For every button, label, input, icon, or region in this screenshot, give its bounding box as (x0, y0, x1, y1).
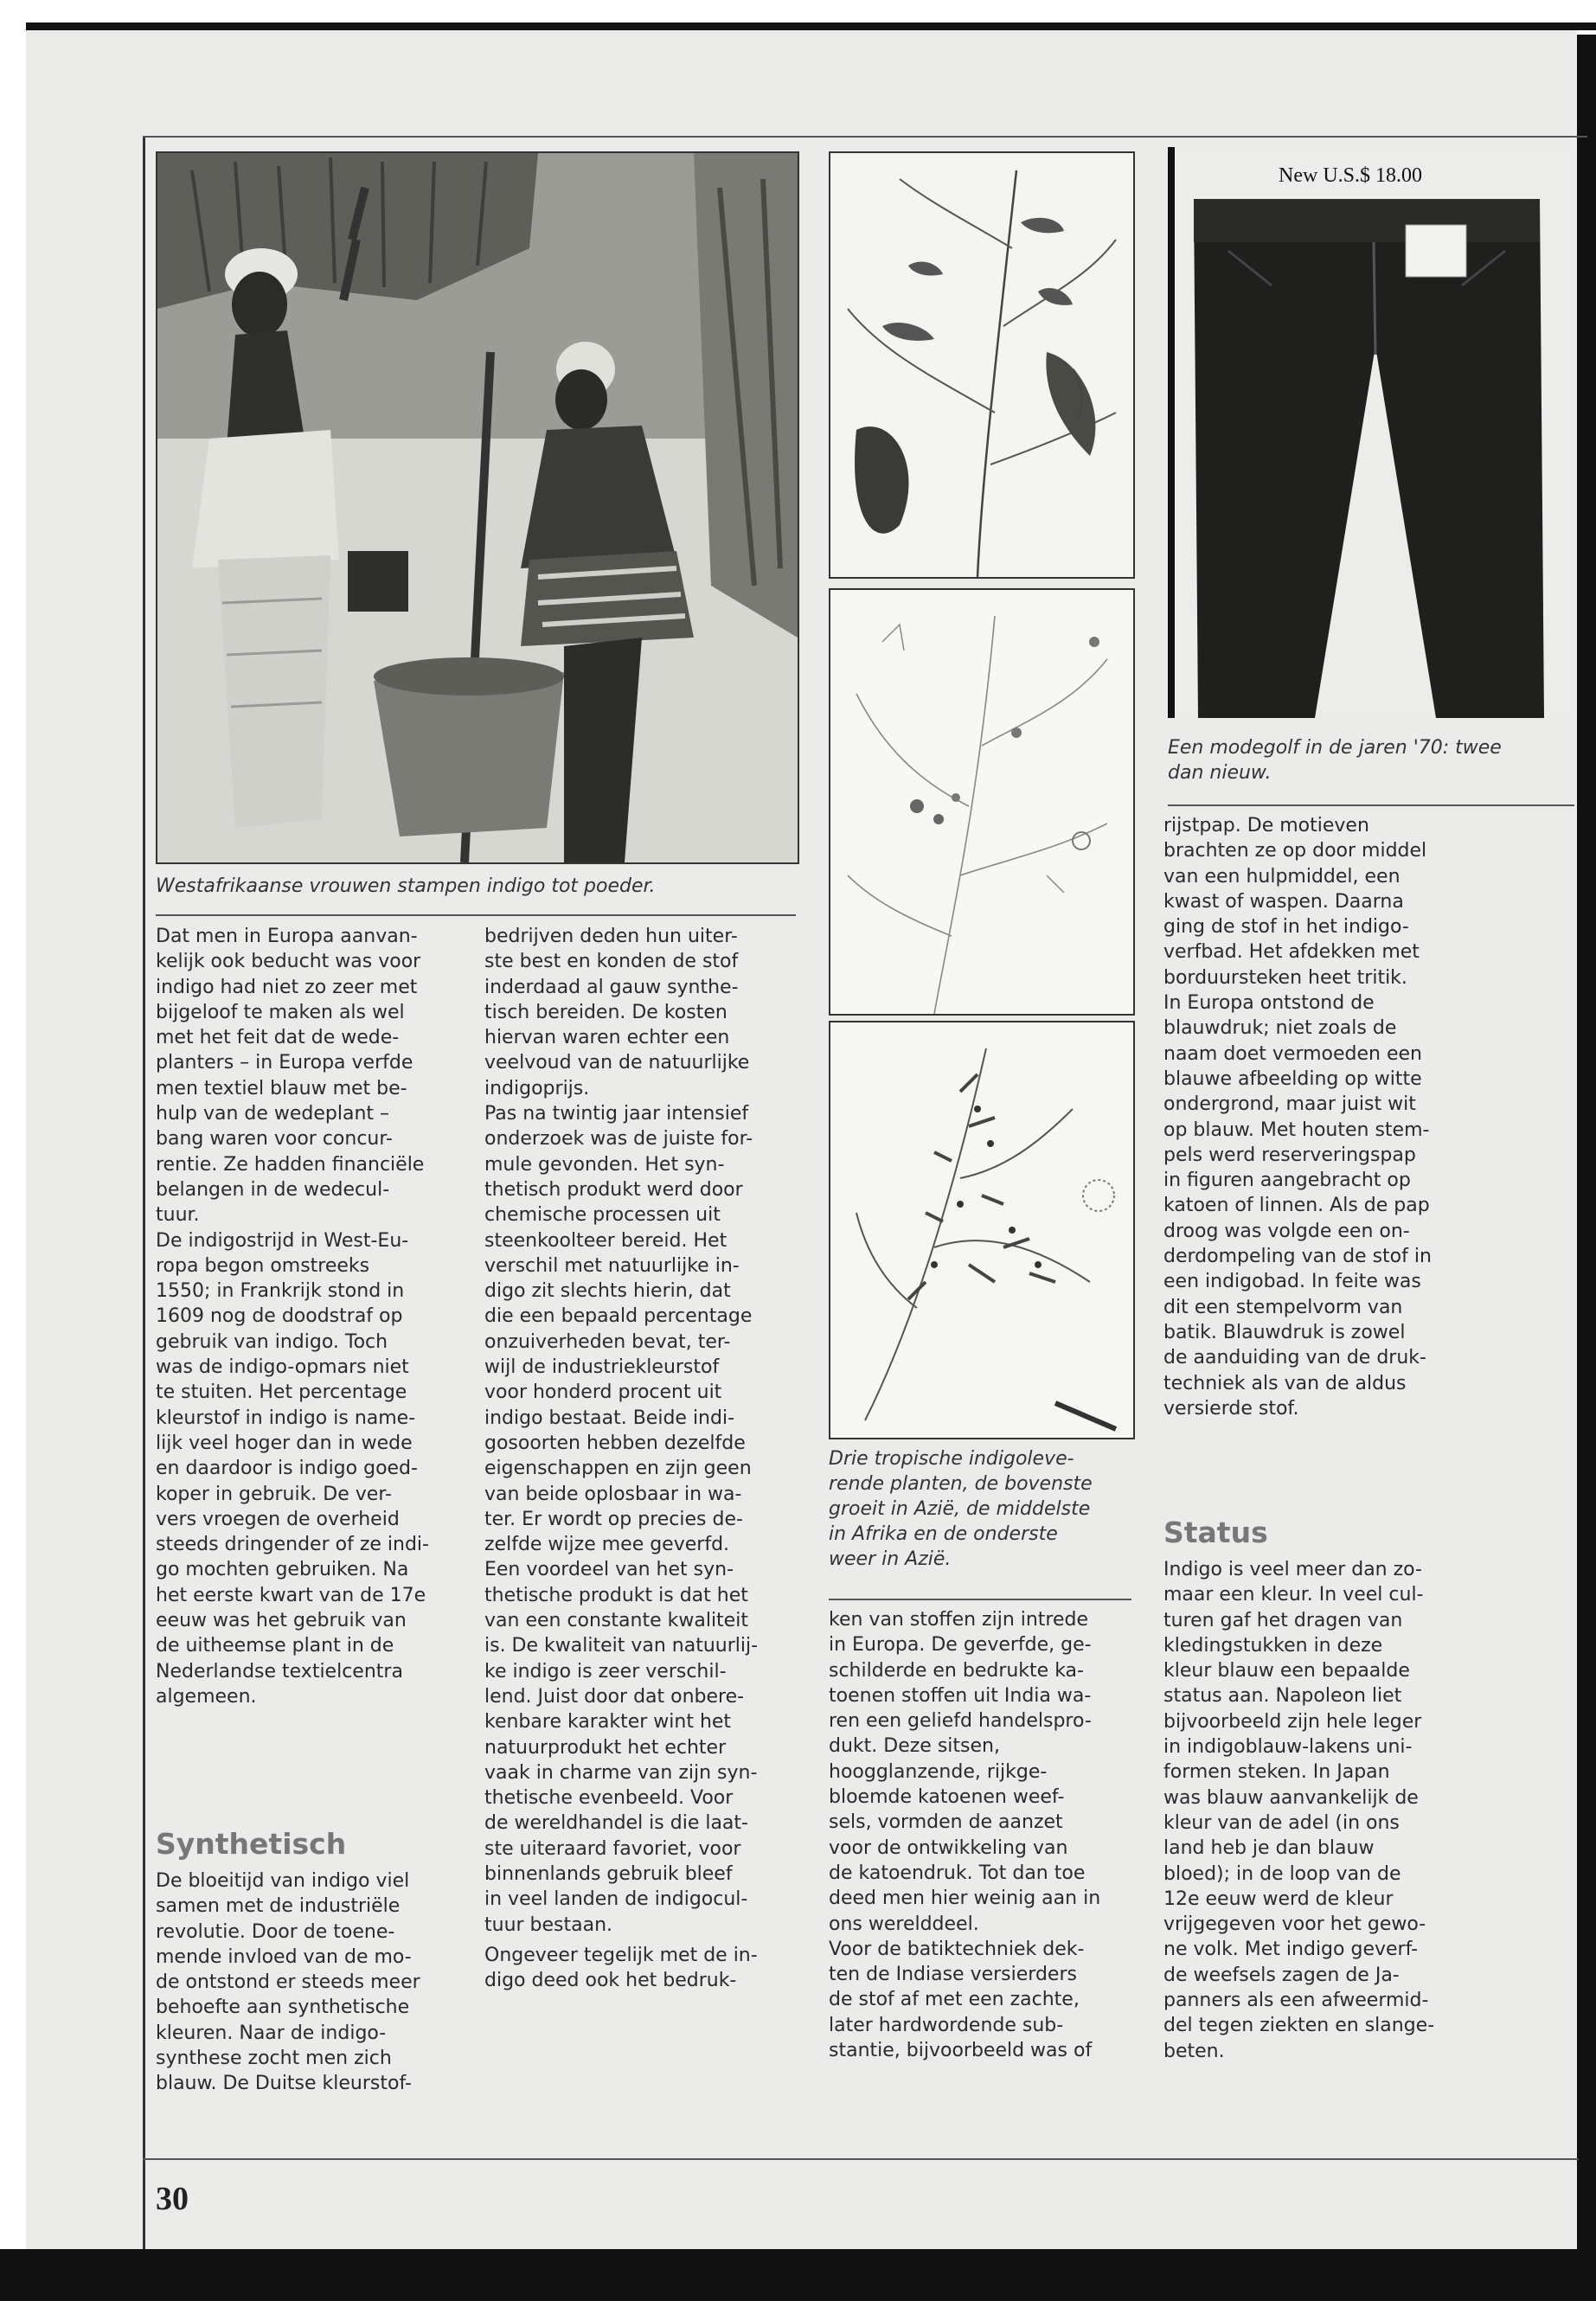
text-line: blauwdruk; niet zoals de (1163, 1017, 1397, 1040)
article-column-3 (829, 1607, 1140, 2063)
text-line: inderdaad al gauw synthe- (484, 976, 739, 998)
text-line: derdompeling van de stof in (1163, 1246, 1432, 1268)
caption-line: dan nieuw. (1168, 762, 1272, 784)
text-line: kleuren. Naar de indigo- (156, 2022, 387, 2044)
text-line: Indigo is veel meer dan zo- (1163, 1559, 1422, 1580)
text-line: versierde stof. (1163, 1397, 1299, 1420)
text-line: batik. Blauwdruk is zowel (1163, 1321, 1406, 1343)
text-line: 12e eeuw werd de kleur (1163, 1888, 1394, 1910)
text-line: te stuiten. Het percentage (156, 1381, 407, 1404)
article-column-2 (484, 924, 800, 1993)
text-line: In Europa ontstond de (1163, 992, 1375, 1015)
text-line: de katoendruk. Tot dan toe (829, 1862, 1086, 1884)
text-line: de stof af met een zachte, (829, 1989, 1080, 2011)
text-line: go mochten gebruiken. Na (156, 1559, 409, 1581)
text-line: bedrijven deden hun uiter- (484, 926, 738, 947)
text-line: kleurstof in indigo is name- (156, 1407, 416, 1429)
text-line: formen steken. In Japan (1163, 1761, 1390, 1784)
text-line: thetische evenbeeld. Voor (484, 1787, 734, 1810)
caption-line: weer in Azië. (829, 1548, 952, 1570)
text-line: hoogglanzende, rijkge- (829, 1760, 1048, 1783)
text-line: ste uiteraard favoriet, voor (484, 1837, 741, 1860)
text-line: veelvoud van de natuurlijke (484, 1052, 750, 1074)
text-line: bijvoorbeeld zijn hele leger (1163, 1710, 1422, 1733)
text-line: ging de stof in het indigo- (1163, 916, 1409, 939)
text-line: hiervan waren echter een (484, 1027, 730, 1049)
text-line: later hardwordende sub- (829, 2014, 1064, 2036)
text-line: verschil met natuurlijke in- (484, 1254, 740, 1277)
text-line: van beide oplosbaar in wa- (484, 1483, 742, 1505)
caption-underline-middle (829, 1599, 1131, 1600)
text-line: vers vroegen de overheid (156, 1508, 400, 1530)
text-line: in figuren aangebracht op (1163, 1170, 1411, 1192)
text-line: ter. Er wordt op precies de- (484, 1508, 743, 1530)
text-line: blauw. De Duitse kleurstof- (156, 2073, 412, 2095)
text-line: het eerste kwart van de 17e (156, 1584, 426, 1606)
caption-line: Drie tropische indigoleve- (829, 1448, 1074, 1470)
text-line: in Europa. De geverfde, ge- (829, 1634, 1092, 1657)
page-frame-left-rule (143, 136, 145, 2249)
text-line: rentie. Ze hadden financiële (156, 1153, 425, 1176)
text-line: koper in gebruik. De ver- (156, 1483, 392, 1505)
text-line: wijl de industriekleurstof (484, 1356, 720, 1379)
text-line: brachten ze op door middel (1163, 840, 1427, 862)
scan-right-edge (1577, 35, 1596, 2301)
photo-jeans-left-edge (1168, 147, 1175, 718)
text-line: lend. Juist door dat onbere- (484, 1685, 745, 1708)
scan-top-margin (0, 0, 1596, 24)
photo-jeans-caption (1168, 735, 1574, 785)
caption-line: in Afrika en de onderste (829, 1523, 1058, 1545)
text-line: toenen stoffen uit India wa- (829, 1684, 1092, 1707)
page-frame-bottom-rule (143, 2158, 1579, 2160)
text-line: gebruik van indigo. Toch (156, 1330, 388, 1353)
text-line: kledingstukken in deze (1163, 1634, 1383, 1657)
text-line: turen gaf het dragen van (1163, 1609, 1403, 1631)
text-line: tisch bereiden. De kosten (484, 1001, 727, 1023)
photo-women-pounding-indigo (156, 151, 799, 864)
text-line: panners als een afweermid- (1163, 1990, 1429, 2012)
text-line: bang waren voor concur- (156, 1128, 393, 1150)
caption-underline-left (156, 914, 796, 916)
text-line: voor de ontwikkeling van (829, 1836, 1068, 1859)
text-line: belangen in de wedecul- (156, 1178, 390, 1201)
text-line: Een voordeel van het syn- (484, 1559, 734, 1581)
text-line: verfbad. Het afdekken met (1163, 941, 1420, 964)
text-line: vaak in charme van zijn syn- (484, 1761, 758, 1784)
text-line: del tegen ziekten en slange- (1163, 2015, 1435, 2037)
text-line: bloed); in de loop van de (1163, 1862, 1401, 1885)
text-line: beten. (1163, 2040, 1225, 2062)
text-line: gosoorten hebben dezelfde (484, 1432, 746, 1454)
caption-line: rende planten, de bovenste (829, 1473, 1093, 1495)
text-line: dukt. Deze sitsen, (829, 1735, 1000, 1758)
text-line: 1609 nog de doodstraf op (156, 1305, 403, 1328)
text-line: revolutie. Door de toene- (156, 1920, 395, 1943)
text-line: is. De kwaliteit van natuurlij- (484, 1635, 759, 1657)
text-line: algemeen. (156, 1685, 257, 1708)
text-line: indigo bestaat. Beide indi- (484, 1407, 735, 1429)
text-line: voor honderd procent uit (484, 1381, 722, 1404)
text-line: mule gevonden. Het syn- (484, 1153, 725, 1176)
text-line: naam doet vermoeden een (1163, 1042, 1422, 1065)
text-line: borduursteken heet tritik. (1163, 966, 1407, 989)
text-line: indigoprijs. (484, 1077, 590, 1099)
text-line: tuur bestaan. (484, 1913, 613, 1936)
text-line: kleur blauw een bepaalde (1163, 1660, 1410, 1682)
text-line: onderzoek was de juiste for- (484, 1128, 753, 1150)
text-line: behoefte aan synthetische (156, 1997, 410, 2019)
text-line: de ontstond er steeds meer (156, 1971, 420, 1994)
text-line: De indigostrijd in West-Eu- (156, 1229, 409, 1252)
photo-women-caption: Westafrikaanse vrouwen stampen indigo tot poeder. (156, 875, 656, 897)
text-line: hulp van de wedeplant – (156, 1103, 390, 1125)
text-line: land heb je dan blauw (1163, 1837, 1375, 1860)
text-line: en daardoor is indigo goed- (156, 1458, 418, 1480)
article-column-1 (156, 924, 463, 1709)
text-line: 1550; in Frankrijk stond in (156, 1280, 405, 1303)
caption-line: Een modegolf in de jaren '70: twee (1168, 737, 1502, 759)
text-line: schilderde en bedrukte ka- (829, 1659, 1084, 1682)
article-column-1-continued (156, 1868, 463, 2097)
text-line: thetisch produkt werd door (484, 1178, 743, 1201)
text-line: katoen of linnen. Als de pap (1163, 1195, 1430, 1217)
text-line: een indigobad. In feite was (1163, 1271, 1421, 1293)
text-line: op blauw. Met houten stem- (1163, 1118, 1430, 1141)
plant-illustration-africa-middle (829, 588, 1135, 1016)
text-line: ne volk. Met indigo geverf- (1163, 1939, 1419, 1961)
text-line: sels, vormden de aanzet (829, 1811, 1063, 1834)
plant-illustration-asia-bottom (829, 1021, 1135, 1439)
text-line: steenkoolteer bereid. Het (484, 1229, 727, 1252)
text-line: kwast of waspen. Daarna (1163, 890, 1404, 913)
text-line: samen met de industriële (156, 1895, 401, 1918)
section-heading-status: Status (1163, 1516, 1268, 1549)
text-line: indigo had niet zo zeer met (156, 976, 418, 998)
text-line: lijk veel hoger dan in wede (156, 1432, 413, 1454)
text-line: Pas na twintig jaar intensief (484, 1103, 749, 1125)
caption-underline-right (1168, 804, 1574, 806)
text-line: natuurprodukt het echter (484, 1736, 727, 1759)
text-line: van een constante kwaliteit (484, 1610, 748, 1632)
text-line: eigenschappen en zijn geen (484, 1458, 752, 1480)
text-line: steeds dringender of ze indi- (156, 1534, 429, 1556)
text-line: mende invloed van de mo- (156, 1945, 412, 1968)
text-line: stantie, bijvoorbeeld was of (829, 2040, 1093, 2062)
text-line: techniek als van de aldus (1163, 1372, 1407, 1394)
text-line: ondergrond, maar juist wit (1163, 1093, 1416, 1116)
page-number: 30 (156, 2181, 189, 2217)
text-line: de weefsels zagen de Ja- (1163, 1964, 1400, 1986)
text-line: ten de Indiase versierders (829, 1964, 1077, 1986)
text-line: Voor de batiktechniek dek- (829, 1938, 1085, 1960)
text-line: planters – in Europa verfde (156, 1052, 413, 1074)
text-line: in veel landen de indigocul- (484, 1888, 748, 1911)
article-column-4-continued (1163, 1557, 1484, 2064)
text-line: ons werelddeel. (829, 1913, 979, 1935)
text-line: de uitheemse plant in de (156, 1635, 394, 1657)
scan-top-edge (26, 22, 1596, 30)
caption-line: groeit in Azië, de middelste (829, 1498, 1091, 1520)
text-line: status aan. Napoleon liet (1163, 1685, 1402, 1708)
text-line: bijgeloof te maken als wel (156, 1001, 405, 1023)
text-line: bloemde katoenen weef- (829, 1786, 1065, 1809)
scan-bottom-edge (0, 2249, 1596, 2301)
section-heading-synthetisch: Synthetisch (156, 1827, 347, 1861)
text-line: de wereldhandel is die laat- (484, 1812, 748, 1835)
text-line: kelijk ook beducht was voor (156, 951, 421, 973)
text-line: maar een kleur. In veel cul- (1163, 1584, 1424, 1606)
text-line: die een bepaald percentage (484, 1305, 753, 1328)
text-line: deed men hier weinig aan in (829, 1888, 1101, 1910)
photo-jeans (1176, 147, 1570, 718)
text-line: chemische processen uit (484, 1204, 721, 1227)
text-line: pels werd reserveringspap (1163, 1144, 1416, 1166)
text-line: De bloeitijd van indigo viel (156, 1870, 410, 1892)
price-tag: New U.S.$ 18.00 (1279, 164, 1422, 187)
text-line: dit een stempelvorm van (1163, 1296, 1403, 1318)
text-line: ken van stoffen zijn intrede (829, 1609, 1089, 1631)
plant-illustration-asia-top (829, 151, 1135, 579)
text-line: ste best en konden de stof (484, 951, 739, 973)
plant-illustrations-caption (829, 1446, 1131, 1572)
article-column-4 (1163, 813, 1484, 1421)
text-line: was de indigo-opmars niet (156, 1356, 409, 1379)
text-line: droog was volgde een on- (1163, 1220, 1410, 1242)
text-line: de aanduiding van de druk- (1163, 1347, 1426, 1369)
text-line: kleur van de adel (in ons (1163, 1811, 1400, 1834)
text-line: binnenlands gebruik bleef (484, 1862, 733, 1885)
text-line: digo zit slechts hierin, dat (484, 1280, 731, 1303)
text-line: Dat men in Europa aanvan- (156, 926, 418, 947)
text-line: ren een geliefd handelspro- (829, 1710, 1092, 1733)
text-line: was blauw aanvankelijk de (1163, 1786, 1419, 1809)
text-line: Nederlandse textielcentra (156, 1660, 403, 1682)
text-line: in indigoblauw-lakens uni- (1163, 1736, 1413, 1759)
text-line: met het feit dat de wede- (156, 1027, 400, 1049)
text-line: zelfde wijze mee geverfd. (484, 1534, 730, 1556)
text-line: ke indigo is zeer verschil- (484, 1660, 727, 1682)
text-line: men textiel blauw met be- (156, 1077, 407, 1099)
text-line: kenbare karakter wint het (484, 1711, 732, 1734)
text-line: thetische produkt is dat het (484, 1584, 748, 1606)
text-line: digo deed ook het bedruk- (484, 1970, 737, 1992)
text-line: onzuiverheden bevat, ter- (484, 1330, 731, 1353)
text-line: van een hulpmiddel, een (1163, 865, 1401, 888)
text-line: blauwe afbeelding op witte (1163, 1067, 1422, 1090)
text-line: rijstpap. De motieven (1163, 815, 1369, 836)
text-line: synthese zocht men zich (156, 2048, 392, 2070)
text-line: eeuw was het gebruik van (156, 1610, 407, 1632)
text-line: ropa begon omstreeks (156, 1254, 370, 1277)
text-line: vrijgegeven voor het gewo- (1163, 1913, 1426, 1936)
text-line: Ongeveer tegelijk met de in- (484, 1944, 758, 1966)
text-line: tuur. (156, 1204, 200, 1227)
page-frame-top-rule (143, 136, 1587, 138)
